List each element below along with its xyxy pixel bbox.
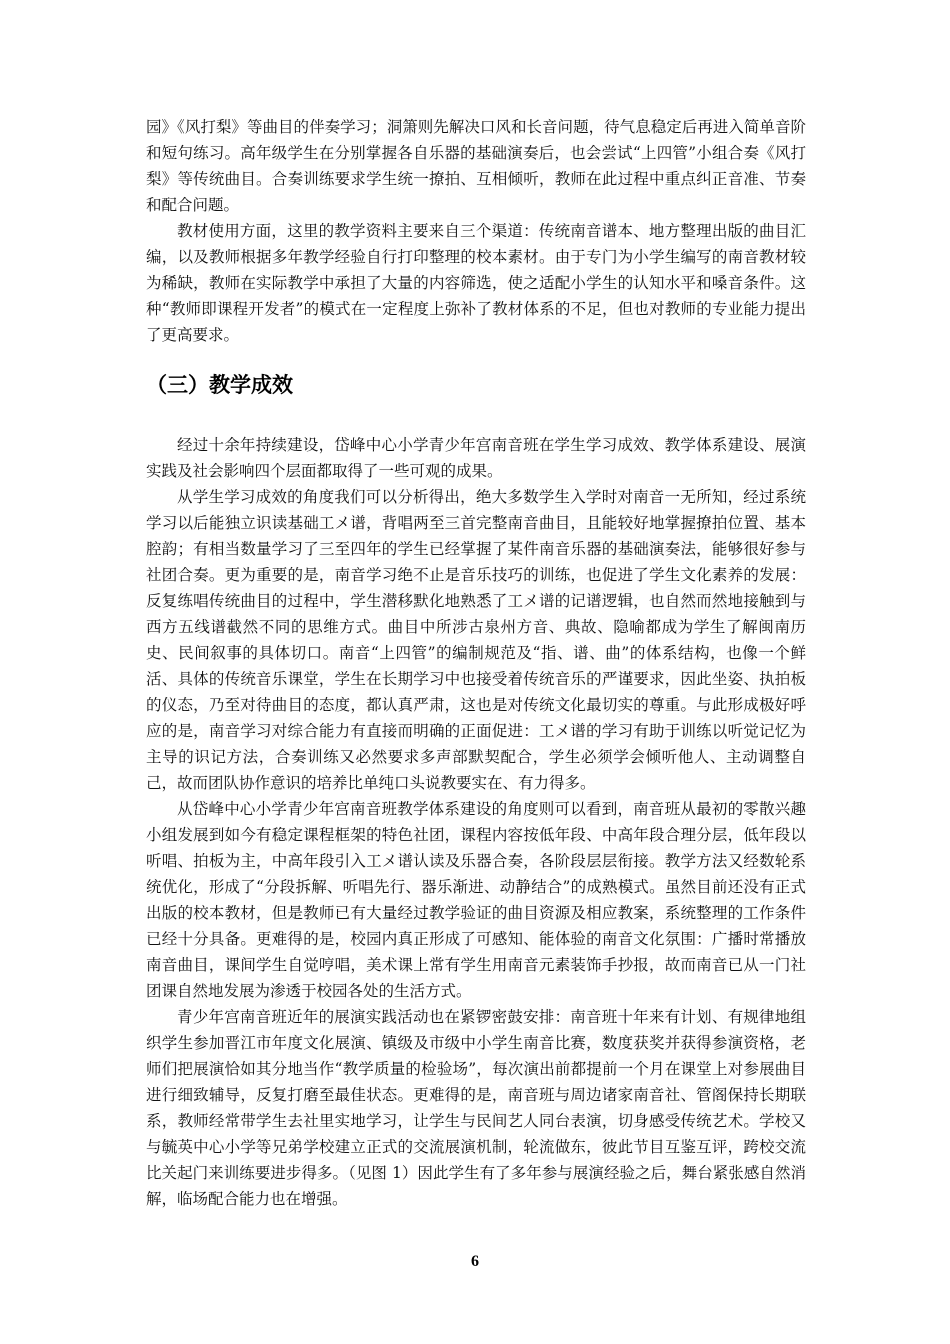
paragraph-overview: 经过十余年持续建设，岱峰中心小学青少年宫南音班在学生学习成效、教学体系建设、展演实践及社会影响四个层面都取得了一些可观的成果。 <box>146 436 806 480</box>
section-a-text <box>146 114 806 348</box>
paragraph-teaching-system: 从岱峰中心小学青少年宫南音班教学体系建设的角度则可以看到，南音班从最初的零散兴趣小组发展到如今有稳定课程框架的特色社团，课程内容按低年段、中高年段合理分层，低年段以听唱、拍板为主，中高年段引入工メ谱认读及乐器合奏，各阶段层层衔接。教学方法又经数轮系统优化，形成了“分段拆解、听唱先行、器乐渐进、动静结合”的成熟模式。虽然目前还没有正式出版的校本教材，但是教师已有大量经过教学验证的曲目资源及相应教案，系统整理的工作条件已经十分具备。更难得的是，校园内真正形成了可感知、能体验的南音文化氛围：广播时常播放南音曲目，课间学生自觉哼唱，美术课上常有学生用南音元素装饰手抄报，故而南音已从一门社团课自然地发展为渗透于校园各处的生活方式。 <box>146 800 806 1000</box>
paragraph-student-outcomes: 从学生学习成效的角度我们可以分析得出，绝大多数学生入学时对南音一无所知，经过系统学习以后能独立识读基础工メ谱，背唱两至三首完整南音曲目，且能较好地掌握撩拍位置、基本腔韵；有相当数量学习了三至四年的学生已经掌握了某件南音乐器的基础演奏法，能够很好参与社团合奏。更为重要的是，南音学习绝不止是音乐技巧的训练，也促进了学生文化素养的发展：反复练唱传统曲目的过程中，学生潜移默化地熟悉了工メ谱的记谱逻辑，也自然而然地接触到与西方五线谱截然不同的思维方式。曲目中所涉古泉州方音、典故、隐喻都成为学生了解闽南历史、民间叙事的具体切口。南音“上四管”的编制规范及“指、谱、曲”的体系结构，也像一个鲜活、具体的传统音乐课堂，学生在长期学习中也接受着传统音乐的严谨要求，因此坐姿、执拍板的仪态，乃至对待曲目的态度，都认真严肃，这也是对传统文化最切实的尊重。与此形成极好呼应的是，南音学习对综合能力有直接而明确的正面促进：工メ谱的学习有助于训练以听觉记忆为主导的识记方法，合奏训练又必然要求多声部默契配合，学生必须学会倾听他人、主动调整自己，故而团队协作意识的培养比单纯口头说教要实在、有力得多。 <box>146 488 806 792</box>
section-heading: （三）教学成效 <box>146 373 293 397</box>
paragraph-teaching-materials: 教材使用方面，这里的教学资料主要来自三个渠道：传统南音谱本、地方整理出版的曲目汇编，以及教师根据多年教学经验自行打印整理的校本素材。由于专门为小学生编写的南音教材较为稀缺，教师在实际教学中承担了大量的内容筛选，使之适配小学生的认知水平和嗓音条件。这种“教师即课程开发者”的模式在一定程度上弥补了教材体系的不足，但也对教师的专业能力提出了更高要求。 <box>146 222 806 344</box>
paragraph-continued: 园》《风打梨》等曲目的伴奏学习；洞箫则先解决口风和长音问题，待气息稳定后再进入简单音阶和短句练习。高年级学生在分别掌握各自乐器的基础演奏后，也会尝试“上四管”小组合奏《风打梨》等传统曲目。合奏训练要求学生统一撩拍、互相倾听，教师在此过程中重点纠正音准、节奏和配合问题。 <box>146 118 806 214</box>
page-number: 6 <box>471 1253 479 1270</box>
section-b-text <box>146 432 806 1212</box>
paragraph-performance-practice: 青少年宫南音班近年的展演实践活动也在紧锣密鼓安排：南音班十年来有计划、有规律地组织学生参加晋江市年度文化展演、镇级及市级中小学生南音比赛，数度获奖并获得参演资格，老师们把展演恰如其分地当作“教学质量的检验场”，每次演出前都提前一个月在课堂上对参展曲目进行细致辅导，反复打磨至最佳状态。更难得的是，南音班与周边诸家南音社、管阁保持长期联系，教师经常带学生去社里实地学习，让学生与民间艺人同台表演，切身感受传统艺术。学校又与毓英中心小学等兄弟学校建立正式的交流展演机制，轮流做东，彼此节目互鉴互评，跨校交流比关起门来训练要进步得多。（见图 1）因此学生有了多年参与展演经验之后，舞台紧张感自然消解，临场配合能力也在增强。 <box>146 1008 806 1208</box>
